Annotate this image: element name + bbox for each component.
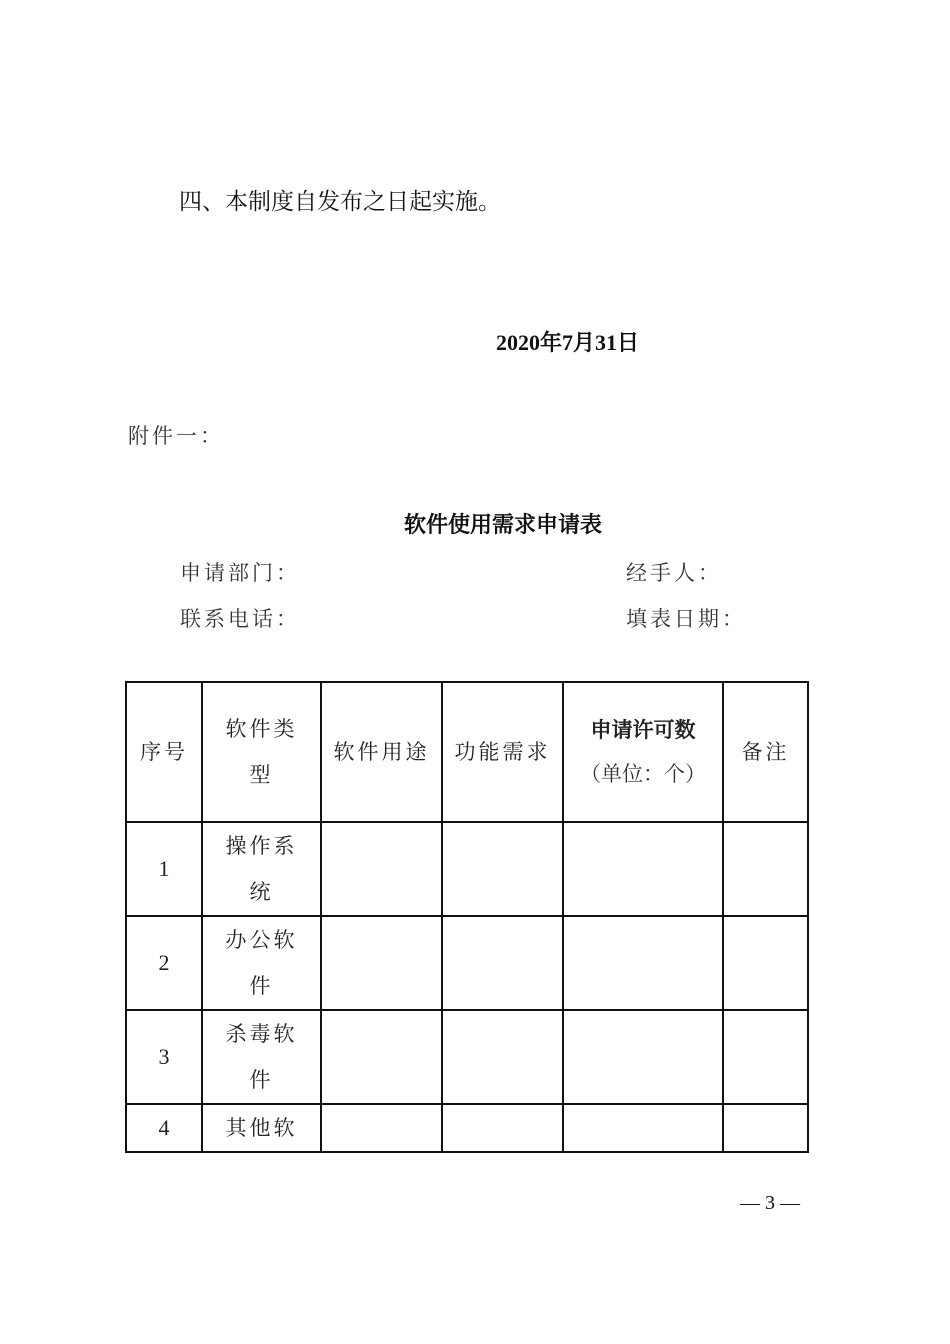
attachment-label: 附件一： xyxy=(128,424,224,448)
row-function-cell[interactable] xyxy=(442,1010,563,1104)
header-remark: 备注 xyxy=(723,682,808,822)
fill-date-label: 填表日期： xyxy=(626,607,746,631)
row-seq: 3 xyxy=(126,1010,202,1104)
header-type: 软件类型 xyxy=(202,682,321,822)
request-table xyxy=(125,681,809,1153)
handler-label: 经手人： xyxy=(626,561,722,585)
header-license-title: 申请许可数 xyxy=(590,717,696,742)
row-purpose-cell[interactable] xyxy=(321,916,442,1010)
row-type: 操作系统 xyxy=(202,822,321,916)
row-license-cell[interactable] xyxy=(563,916,723,1010)
header-license xyxy=(563,682,723,822)
row-license-cell[interactable] xyxy=(563,1104,723,1152)
row-license-cell[interactable] xyxy=(563,822,723,916)
table-row xyxy=(126,916,808,1010)
row-remark-cell[interactable] xyxy=(723,1104,808,1152)
row-function-cell[interactable] xyxy=(442,916,563,1010)
clause-text: 四、本制度自发布之日起实施。 xyxy=(179,189,501,215)
row-seq: 2 xyxy=(126,916,202,1010)
table-row xyxy=(126,822,808,916)
form-title: 软件使用需求申请表 xyxy=(404,512,603,538)
header-function: 功能需求 xyxy=(442,682,563,822)
table-row xyxy=(126,1010,808,1104)
row-remark-cell[interactable] xyxy=(723,822,808,916)
row-seq: 1 xyxy=(126,822,202,916)
row-license-cell[interactable] xyxy=(563,1010,723,1104)
row-seq: 4 xyxy=(126,1104,202,1152)
table-row xyxy=(126,1104,808,1152)
department-label: 申请部门： xyxy=(180,561,300,585)
header-seq: 序号 xyxy=(126,682,202,822)
row-function-cell[interactable] xyxy=(442,822,563,916)
row-type: 其他软 xyxy=(202,1104,321,1152)
table-header-row xyxy=(126,682,808,822)
row-remark-cell[interactable] xyxy=(723,916,808,1010)
row-type: 杀毒软件 xyxy=(202,1010,321,1104)
phone-label: 联系电话： xyxy=(180,607,300,631)
row-function-cell[interactable] xyxy=(442,1104,563,1152)
page-number: — 3 — xyxy=(740,1192,800,1214)
header-license-unit: （单位：个） xyxy=(580,762,706,786)
row-remark-cell[interactable] xyxy=(723,1010,808,1104)
header-purpose: 软件用途 xyxy=(321,682,442,822)
row-purpose-cell[interactable] xyxy=(321,1010,442,1104)
row-type: 办公软件 xyxy=(202,916,321,1010)
row-purpose-cell[interactable] xyxy=(321,1104,442,1152)
row-purpose-cell[interactable] xyxy=(321,822,442,916)
issue-date: 2020年7月31日 xyxy=(496,330,640,355)
